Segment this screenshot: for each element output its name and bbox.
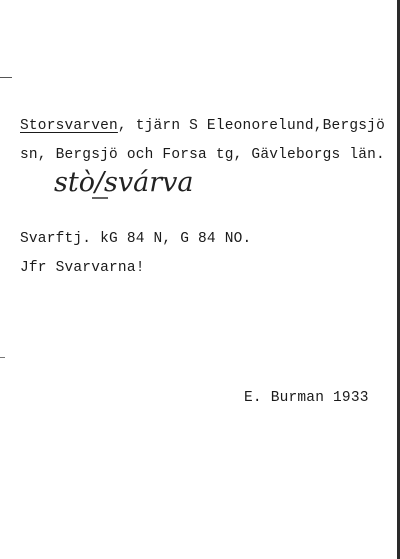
headword: Storsvarven <box>20 118 118 134</box>
handwritten-pronunciation <box>52 164 262 200</box>
entry-line-1 <box>20 118 385 134</box>
cross-reference: Jfr Svarvarna! <box>20 260 145 276</box>
edge-mark <box>0 357 5 358</box>
location-text: , tjärn S Eleonorelund,Bergsjö <box>117 118 385 134</box>
signature: E. Burman 1933 <box>244 390 369 406</box>
handwritten-text: stò/svárva <box>54 167 194 198</box>
entry-line-2: sn, Bergsjö och Forsa tg, Gävleborgs län. <box>20 147 385 163</box>
edge-mark <box>0 77 12 78</box>
map-reference: Svarftj. kG 84 N, G 84 NO. <box>20 231 252 247</box>
